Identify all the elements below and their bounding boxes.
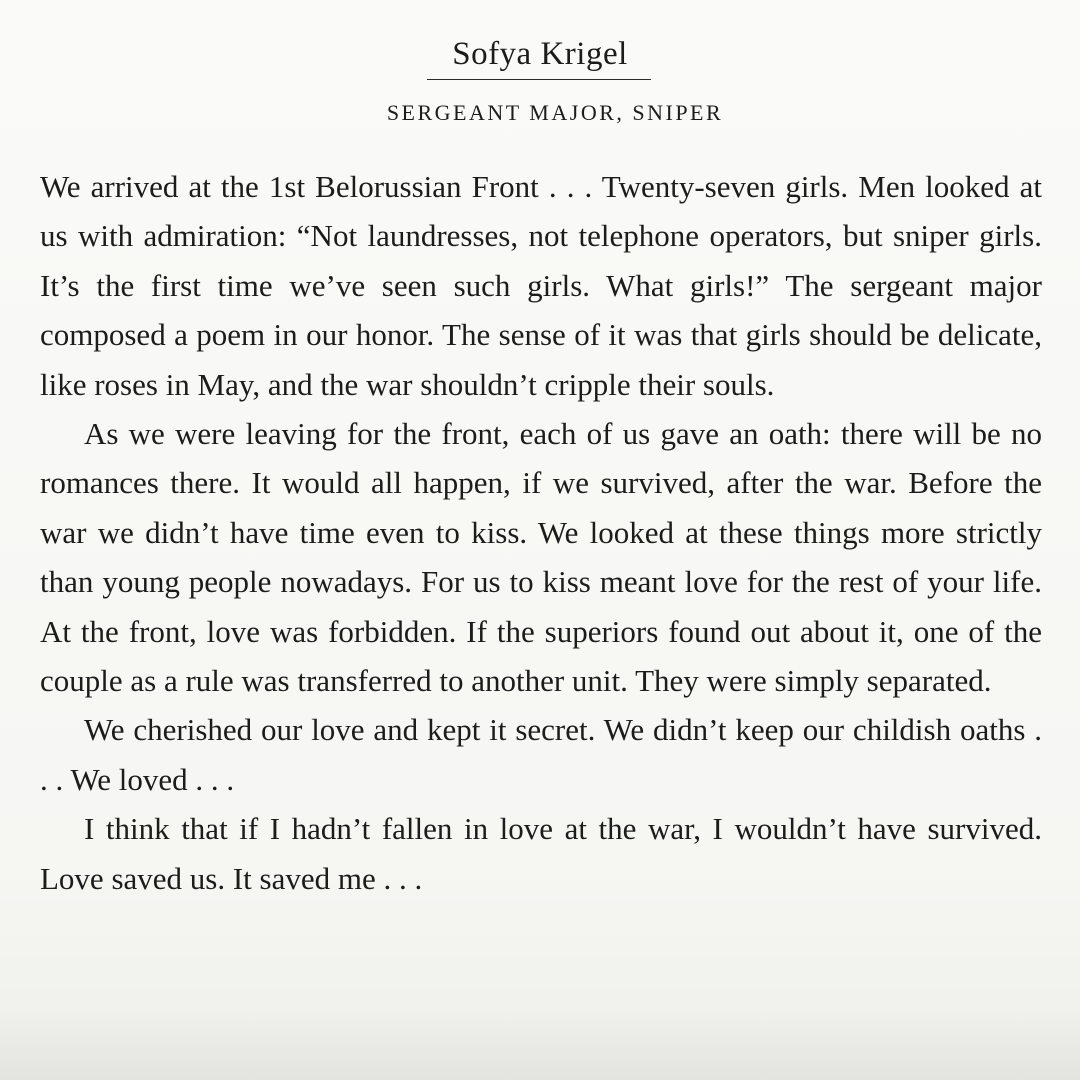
paragraph-3: We cherished our love and kept it secret. We didn’t keep our childish oaths . . . We loved . . .: [40, 712, 1042, 797]
name-underline: [427, 79, 651, 80]
paragraph-1: We arrived at the 1st Belorussian Front . . . Twenty-seven girls. Men looked at us with admiration: “Not laundresses, not telephone operators, but sniper girls. It’s the first time we’ve seen such girls. What girls!” The sergeant major composed a poem in our honor. The sense of it was that girls should be delicate, like roses in May, and the war shouldn’t cripple their souls.: [40, 169, 1042, 402]
paragraph-4: I think that if I hadn’t fallen in love at the war, I wouldn’t have survived. Love saved us. It saved me . . .: [40, 811, 1042, 896]
speaker-name: Sofya Krigel: [452, 36, 628, 72]
page-bottom-shadow: [0, 1010, 1080, 1080]
body-text: [40, 162, 1042, 903]
speaker-role: SERGEANT MAJOR, SNIPER: [386, 100, 724, 125]
paragraph-2: As we were leaving for the front, each of us gave an oath: there will be no romances there. It would all happen, if we survived, after the war. Before the war we didn’t have time even to kiss. We looked at these things more strictly than young people nowadays. For us to kiss meant love for the rest of your life. At the front, love was forbidden. If the superiors found out about it, one of the couple as a rule was transferred to another unit. They were simply separated.: [40, 416, 1042, 699]
